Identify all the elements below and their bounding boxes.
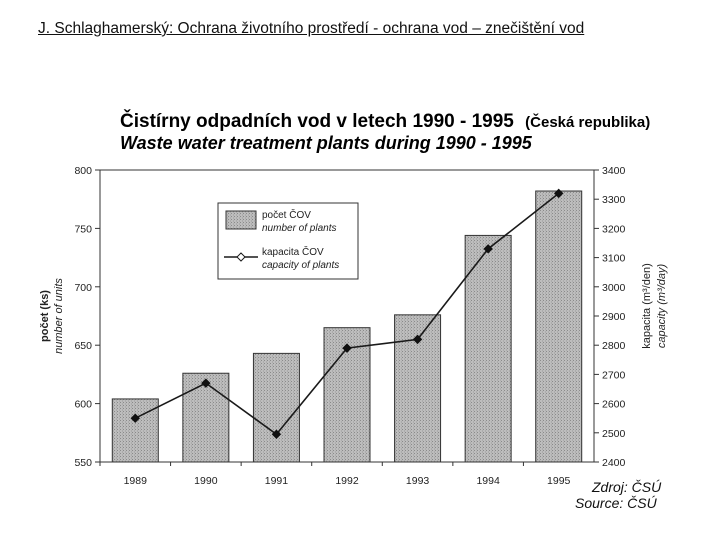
right-tick-label: 3400 xyxy=(602,165,626,177)
right-axis-label: kapacita (m³/den) xyxy=(641,263,653,349)
legend-label-bar-en: number of plants xyxy=(262,223,337,234)
x-tick-label: 1990 xyxy=(194,475,218,487)
bar-1989 xyxy=(112,399,158,462)
right-axis-ticks xyxy=(594,165,626,469)
right-tick-label: 2900 xyxy=(602,311,626,323)
right-axis-label-en-group xyxy=(656,263,668,348)
x-tick-label: 1989 xyxy=(123,475,147,487)
chart-title-main: Čistírny odpadních vod v letech 1990 - 1995 xyxy=(120,111,514,132)
x-tick-label: 1995 xyxy=(547,475,571,487)
x-tick-label: 1994 xyxy=(476,475,500,487)
right-axis-label-group xyxy=(641,263,653,349)
left-tick-label: 550 xyxy=(74,457,92,469)
legend-label-line: kapacita ČOV xyxy=(262,247,324,258)
right-tick-label: 2500 xyxy=(602,427,626,440)
source-cz: Zdroj: ČSÚ xyxy=(592,479,662,495)
right-axis-label-en: capacity (m³/day) xyxy=(656,263,668,349)
chart-subtitle: Waste water treatment plants during 1990 - 1995 xyxy=(120,133,532,153)
chart-title xyxy=(120,110,650,132)
source-en: Source: ČSÚ xyxy=(575,495,657,511)
right-tick-label: 3200 xyxy=(602,223,626,236)
x-tick-label: 1991 xyxy=(264,475,289,487)
legend-swatch-bar xyxy=(226,211,256,229)
chart-title-suffix: (Česká republika) xyxy=(525,114,651,131)
left-axis-label-en-group xyxy=(53,278,65,354)
x-tick-label: 1993 xyxy=(405,475,430,487)
x-axis-ticks xyxy=(100,462,571,487)
right-tick-label: 2700 xyxy=(602,369,626,382)
left-tick-label: 600 xyxy=(74,398,92,411)
slide-title: J. Schlaghamerský: Ochrana životního prostředí - ochrana vod – znečištění vod xyxy=(38,20,585,37)
bar-1991 xyxy=(253,353,299,462)
legend-label-bar: počet ČOV xyxy=(262,210,311,221)
right-tick-label: 2600 xyxy=(602,398,626,411)
left-axis-ticks xyxy=(74,165,100,469)
bar-1995 xyxy=(536,191,582,462)
legend-label-line-en: capacity of plants xyxy=(262,260,340,271)
right-tick-label: 3000 xyxy=(602,281,626,294)
right-tick-label: 3300 xyxy=(602,194,626,207)
right-tick-label: 2400 xyxy=(602,457,626,469)
left-axis-label: počet (ks) xyxy=(39,290,51,342)
left-tick-label: 750 xyxy=(74,223,92,236)
right-tick-label: 3100 xyxy=(602,252,626,265)
right-tick-label: 2800 xyxy=(602,340,626,353)
left-tick-label: 800 xyxy=(74,165,92,177)
left-axis-label-group xyxy=(39,290,51,342)
left-tick-label: 700 xyxy=(74,281,92,294)
left-tick-label: 650 xyxy=(74,340,92,353)
left-axis-label-en: number of units xyxy=(53,278,65,354)
legend xyxy=(218,203,358,279)
x-tick-label: 1992 xyxy=(335,475,359,487)
